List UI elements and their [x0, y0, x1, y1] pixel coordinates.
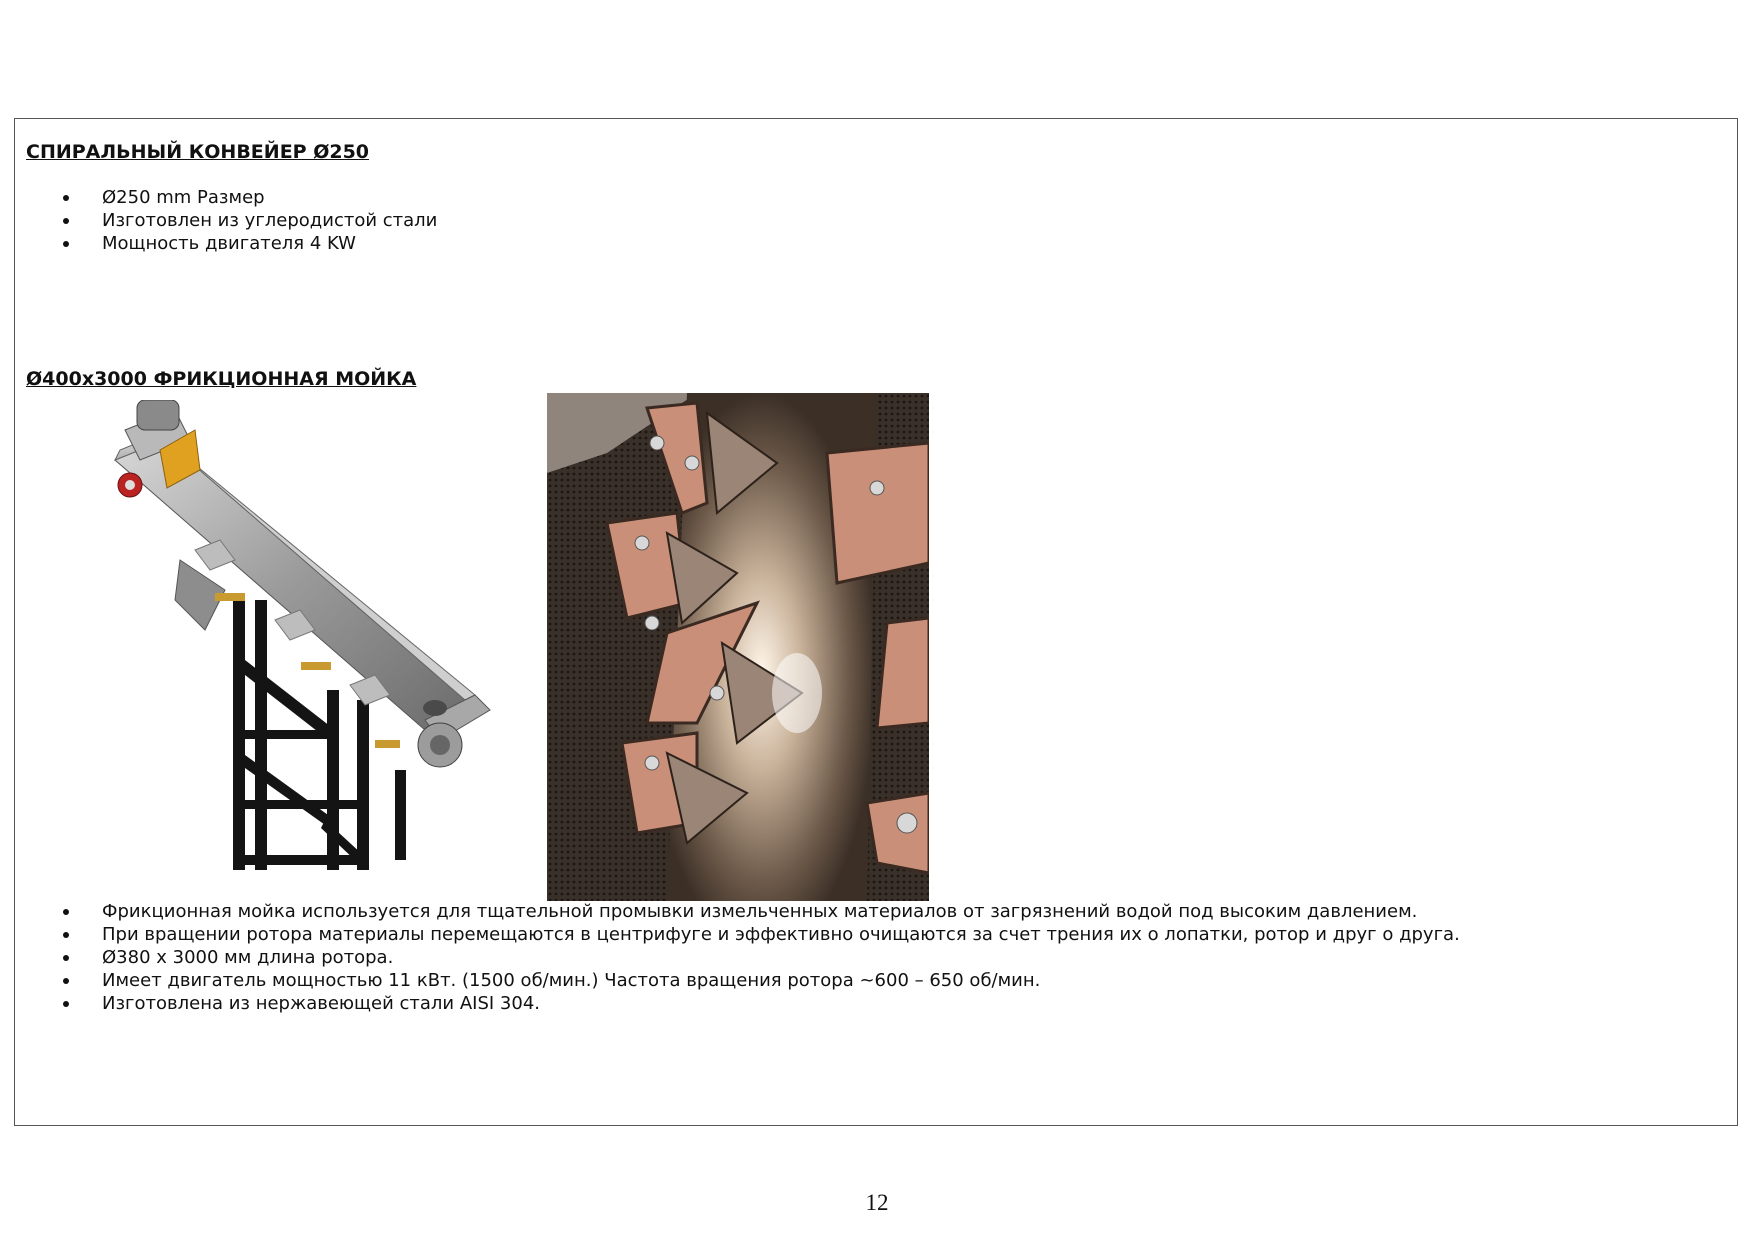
list-item: Фрикционная мойка используется для тщательной промывки измельченных материалов от загрязнений водой под высоким давлением.: [15, 900, 1460, 923]
bullet-icon: [63, 218, 69, 224]
list-item: При вращении ротора материалы перемещаются в центрифуге и эффективно очищаются за счет трения их о лопатки, ротор и друг о друга.: [15, 923, 1460, 946]
screw-conveyor-photo: [95, 400, 525, 880]
list-item: Мощность двигателя 4 KW: [15, 232, 437, 255]
list-item: Ø250 mm Размер: [15, 186, 437, 209]
bullet-icon: [63, 1001, 69, 1007]
page-number: 12: [865, 1190, 889, 1215]
bullet-icon: [63, 978, 69, 984]
friction-washer-rotor-photo: [547, 393, 929, 901]
list-item: Изготовлен из углеродистой стали: [15, 209, 437, 232]
list-item: Ø380 x 3000 мм длина ротора.: [15, 946, 1460, 969]
list-item: Изготовлена из нержавеющей стали AISI 304.: [15, 992, 1460, 1015]
section1-title: СПИРАЛЬНЫЙ КОНВЕЙЕР Ø250: [26, 141, 370, 163]
bullet-icon: [63, 909, 69, 915]
section2-title: Ø400x3000 ФРИКЦИОННАЯ МОЙКА: [26, 368, 417, 390]
bullet-icon: [63, 241, 69, 247]
bullet-icon: [63, 955, 69, 961]
section2-bullet-list: [15, 900, 1460, 1015]
list-item: Имеет двигатель мощностью 11 кВт. (1500 об/мин.) Частота вращения ротора ~600 – 650 об/мин.: [15, 969, 1460, 992]
section1-bullet-list: [15, 186, 437, 255]
bullet-icon: [63, 195, 69, 201]
bullet-icon: [63, 932, 69, 938]
content-frame: [14, 118, 1738, 1126]
